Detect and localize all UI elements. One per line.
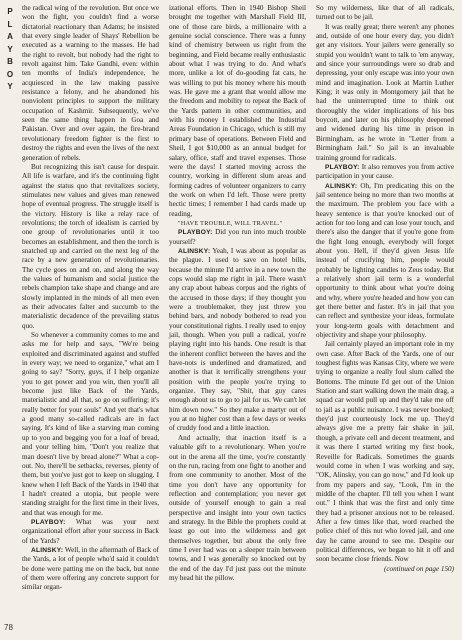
paragraph xyxy=(22,331,159,518)
text-column-1 xyxy=(22,4,159,593)
paragraph-text: It was really great; there weren't any phones and, outside of one hour every day, you didn't get any visitors. Your jailers were generally so stupid you wouldn't want to talk to 'em anyway, and since your surroundings were so drab and depressing, your only escape was into your own mind and imagination. Look at Martin Luther King; it was only in Montgomery jail that he had the uninterrupted time to think out thoroughly the wider implications of his bus boycott, and later on his philosophy deepened and widened during his time in prison in Birmingham, as he wrote in "Letter from a Birmingham Jail." So jail is an invaluable training ground for radicals. xyxy=(316,22,454,162)
paragraph-text: Well, in the aftermath of Back of the Yards, a lot of people who'd said it couldn't be done were patting me on the back, but none of them were offering any concrete support for similar organ- xyxy=(22,545,159,592)
paragraph-text: It also removes you from active participation in your cause. xyxy=(316,162,454,181)
paragraph-text: But recognizing this isn't cause for despair. All life is warfare, and it's the continuing fight against the status quo that revitalizes society, stimulates new values and gives man renewed hope of eventual progress. The struggle itself is the victory. History is like a relay race of revolutions; the torch of idealism is carried by one group of revolutionaries until it too becomes an establishment, and then the torch is snatched up and carried on the next leg of the race by a new generation of revolutionaries. The cycle goes on and on, and along the way the values of humanism and social justice the rebels champion take shape and change and are slowly implanted in the minds of all men even as their advocates falter and succumb to the materialistic decadence of the prevailing status quo. xyxy=(22,162,159,330)
paragraph-text: So whenever a community comes to me and asks me for help and says, "We're being exploited and discriminated against and stuffed in every way; we need to organize," what am I going to say? "Sorry, guys, if I help organize you to get power and you win, then you'll all become just like Back of the Yards, materialistic and all that, so go on suffering; it's really better for your souls" And yet that's what a good many so-called radicals are in fact saying. It's kind of like a starving man coming up to you and begging you for a loaf of bread, and your telling him, "Don't you realize that man doesn't live by bread alone?" What a cop-out. No, there'll be setbacks, reverses, plenty of them, but you've just got to keep on slugging. I knew when I left Back of the Yards in 1940 that I hadn't created a utopia, but people were standing straight for the first time in their lives, and that was enough for me. xyxy=(22,331,159,517)
speaker-label: ALINSKY: xyxy=(178,247,211,255)
paragraph-text: Yeah, I was about as popular as the plague. I used to save on hotel bills, because the minute I'd arrive in a new town the cops would slap me right in jail. There wasn't any crap about habeas corpus and the rights of the accused in those days; if they thought you were a troublemaker, they just threw you behind bars, and nobody bothered to read you your constitutional rights. I really used to enjoy jail, though. When you pull a radical, you're playing right into his hands. One result is that the inherent conflict between the haves and the have-nots is underlined and dramatized, and another is that it terrifically strengthens your position with the people you're trying to organize. They say, "Shit, that guy cares enough about us to go to jail for us. We can't let him down now." So they make a martyr out of you at no higher cost than a few days or weeks of cruddy food and a little inaction. xyxy=(169,246,306,433)
masthead-letter: P xyxy=(7,7,13,16)
paragraph xyxy=(316,4,454,23)
paragraph xyxy=(169,219,306,228)
text-column-3 xyxy=(316,4,454,574)
playboy-masthead xyxy=(4,6,16,94)
paragraph xyxy=(169,228,306,247)
page-number: 78 xyxy=(4,623,13,632)
paragraph-text: So my wilderness, like that of all radicals, turned out to be jail. xyxy=(316,4,454,22)
paragraph-text: Did you run into much trouble yourself? xyxy=(169,228,306,246)
paragraph xyxy=(169,4,306,219)
speaker-label: ALINSKY: xyxy=(31,546,64,554)
paragraph xyxy=(22,546,159,593)
masthead-letter: Y xyxy=(7,44,13,54)
masthead-letter: O xyxy=(6,69,14,79)
paragraph xyxy=(22,4,159,163)
paragraph xyxy=(316,23,454,163)
paragraph-text: Jail certainly played an important role in my own case. After Back of the Yards, one of our toughest fights was Kansas City, where we were trying to organize a really foul slum called the Bottoms. The minute I'd get out of the Union Station and start walking down the main drag, a squad car would pull up and they'd take me off to jail as a public nuisance. I was never booked; they'd just courteously lock me up. They'd always give me a pretty fair shake in jail, though, a private cell and decent treatment, and it was there I started writing my first book, Reveille for Radicals. Sometimes the guards would come in when I was working and say, "OK, Alinsky, you can go now," and I'd look up from my papers and say, "Look, I'm in the middle of the chapter. I'll tell you when I want out." I think that was the first and only time they had a prisoner anxious not to be released. After a few times like that, word reached the police chief of this nut who loved jail, and one day he came around to see me. Despite our political differences, we began to hit it off and soon became close friends. Now xyxy=(316,340,454,564)
paragraph xyxy=(316,565,454,574)
paragraph xyxy=(316,182,454,341)
paragraph-text: "HAVE TROUBLE, WILL TRAVEL." xyxy=(178,219,283,227)
speaker-label: PLAYBOY: xyxy=(325,163,360,171)
paragraph-text: Oh, I'm predicating this on the jail sentence being no more than two months at the maximum. The problem you face with a heavy sentence is that you're knocked out of action for too long and can lose your touch, and there's also the danger that if you're gone from the fight long enough, everybody will forget about you. Hell, if they'd given Jesus life instead of crucifying him, people would probably be lighting candles to Zeus today. But a relatively short jail term is a wonderful opportunity to think about what you're doing and why, where you're headed and how you can get there better and faster. It's in jail that you can reflect and synthesize your ideas, formulate your long-term goals with detachment and objectivity and shape your philosophy. xyxy=(316,181,454,340)
paragraph-text: What was your next organizational effort after your success in Back of the Yards? xyxy=(22,517,160,545)
masthead-letter: A xyxy=(7,32,13,41)
speaker-label: ALINSKY: xyxy=(325,182,358,190)
paragraph xyxy=(169,434,306,584)
text-column-2 xyxy=(169,4,306,583)
paragraph xyxy=(169,247,306,434)
masthead-letter: B xyxy=(7,57,13,66)
paragraph-text: (continued on page 150) xyxy=(383,564,454,573)
speaker-label: PLAYBOY: xyxy=(31,518,66,526)
paragraph xyxy=(316,340,454,564)
masthead-letter: L xyxy=(7,19,13,29)
paragraph xyxy=(22,518,159,546)
paragraph-text: the radical wing of the revolution. But once we won the fight, you couldn't find a worse dictatorial reactionary than Adams; he insisted that every single leader of Shays' Rebellion be executed as a warning to the masses. He had the right to revolt, but nobody had the right to revolt against him. Take Gandhi, even: within ten months of India's independence, he acquiesced in the law making passive resistance a felony, and he abandoned his nonviolent principles to support the military occupation of Kashmir. Subsequently, we've seen the same thing happen in Goa and Pakistan. Over and over again, the fire-brand revolutionary freedom fighter is the first to destroy the rights and even the lives of the next generation of rebels. xyxy=(22,4,159,162)
speaker-label: PLAYBOY: xyxy=(178,229,213,237)
masthead-letter: Y xyxy=(7,82,13,91)
paragraph-text: izational efforts. Then in 1940 Bishop Sheil brought me together with Marshall Field III, one of those rare birds, a millionaire with a genuine social conscience. There was a funny kind of chemistry between us right from the beginning, and Field became really enthusiastic about what I was trying to do. And what's more, unlike a lot of do-gooding fat cats, he was willing to put his money where his mouth was. He gave me a grant that would allow me the freedom and mobility to repeat the Back of the Yards pattern in other communities, and with his money I established the Industrial Areas Foundation in Chicago, which is still my primary base of operations. Between Field and Sheil, I got $10,000 as an annual budget for salary, office, staff and travel expenses. Those were the days! I started moving across the country, working in different slum areas and forming cadres of volunteer organizers to carry the work on when I'd left. Those were pretty hectic times; I remember I had cards made up reading, xyxy=(169,4,306,218)
paragraph xyxy=(22,163,159,331)
paragraph-text: And actually, that inaction itself is a valuable gift to a revolutionary. When you're out in the arena all the time, you're constantly on the run, racing from one fight to another and from one community to another. Most of the time you don't have any opportunity for reflection and contemplation; you never get outside of yourself enough to gain a real perspective and insight into your own tactics and strategy. In the Bible the prophets could at least go out into the wilderness and get themselves together, but about the only free time I ever had was on a sleeper train between towns, and I was generally so knocked out by the end of the day I'd just pass out the minute my head hit the pillow. xyxy=(169,433,306,582)
paragraph xyxy=(316,163,454,182)
